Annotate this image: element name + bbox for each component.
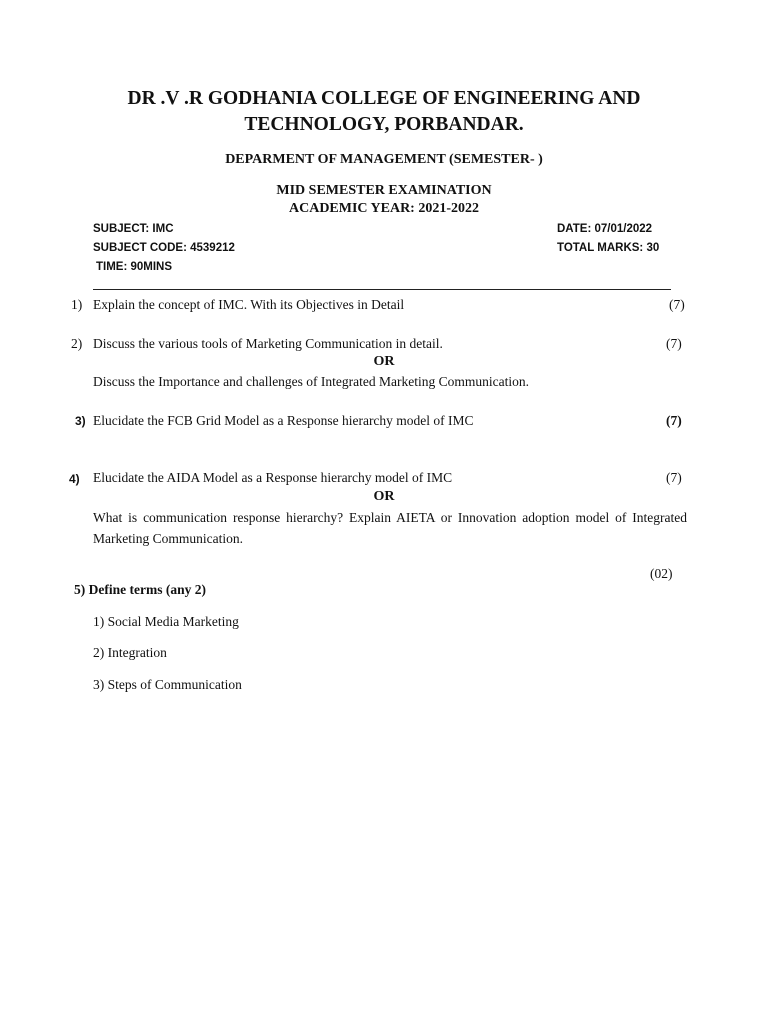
exam-title: MID SEMESTER EXAMINATION bbox=[276, 183, 492, 198]
q4-alt-text: What is communication response hierarchy? Explain AIETA or Innovation adoption model of Integrated Marketing Communication. bbox=[93, 510, 687, 546]
q5-term-2: 2) Integration bbox=[93, 645, 167, 660]
q1-marks: (7) bbox=[669, 297, 685, 312]
college-title-line1: DR .V .R GODHANIA COLLEGE OF ENGINEERING AND bbox=[127, 88, 641, 109]
q1-number: 1) bbox=[71, 297, 83, 312]
q3-marks: (7) bbox=[666, 413, 682, 428]
q2-text: Discuss the various tools of Marketing Communication in detail. bbox=[93, 336, 443, 351]
q2-alt-text: Discuss the Importance and challenges of Integrated Marketing Communication. bbox=[93, 374, 529, 389]
q2-or: OR bbox=[373, 354, 395, 369]
q5-term-3: 3) Steps of Communication bbox=[93, 677, 242, 692]
q1-text: Explain the concept of IMC. With its Objectives in Detail bbox=[93, 297, 405, 312]
q4-number: 4) bbox=[69, 472, 80, 486]
q4-text: Elucidate the AIDA Model as a Response hierarchy model of IMC bbox=[93, 470, 453, 485]
q4-or: OR bbox=[373, 489, 395, 504]
q3-text: Elucidate the FCB Grid Model as a Response hierarchy model of IMC bbox=[93, 413, 474, 428]
q5-title: 5) Define terms (any 2) bbox=[74, 582, 206, 597]
q5-marks: (02) bbox=[650, 566, 673, 581]
department-line: DEPARMENT OF MANAGEMENT (SEMESTER- ) bbox=[225, 152, 543, 167]
q2-marks: (7) bbox=[666, 336, 682, 351]
college-title-line2: TECHNOLOGY, PORBANDAR. bbox=[244, 114, 524, 135]
separator-line bbox=[93, 289, 671, 290]
total-marks-label: TOTAL MARKS: 30 bbox=[557, 242, 660, 254]
date-label: DATE: 07/01/2022 bbox=[557, 223, 653, 235]
subject-code-label: SUBJECT CODE: 4539212 bbox=[93, 242, 235, 254]
q3-number: 3) bbox=[75, 414, 86, 428]
academic-year: ACADEMIC YEAR: 2021-2022 bbox=[288, 201, 480, 216]
subject-label: SUBJECT: IMC bbox=[93, 223, 174, 235]
q2-number: 2) bbox=[71, 336, 83, 351]
q5-term-1: 1) Social Media Marketing bbox=[93, 614, 239, 629]
q4-marks: (7) bbox=[666, 470, 682, 485]
time-label: TIME: 90MINS bbox=[96, 261, 173, 273]
